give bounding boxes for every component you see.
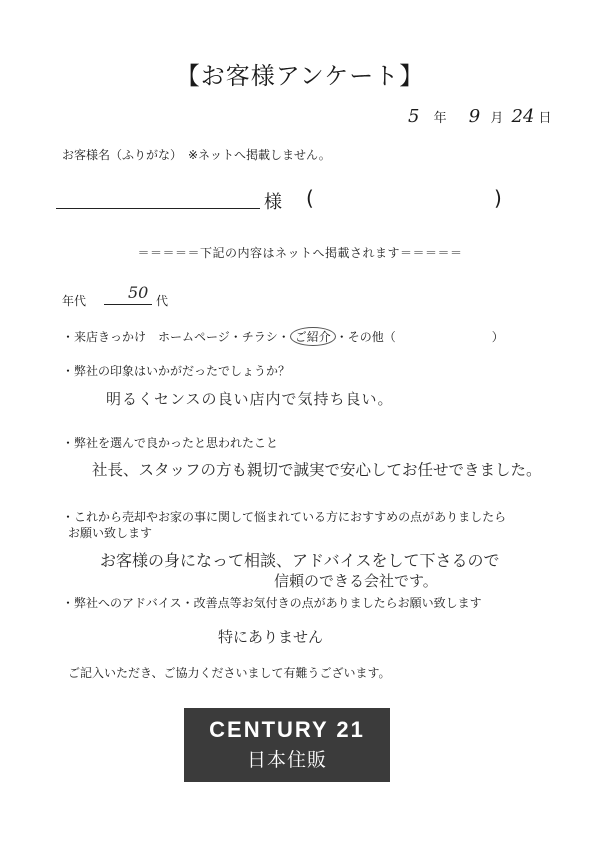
q4-question: ・弊社へのアドバイス・改善点等お気付きの点がありましたらお願い致します [62,596,482,610]
brand-line2: 日本住販 [246,749,327,771]
century21-logo [184,708,390,782]
visit-trigger-prefix: ・来店きっかけ ホームページ・チラシ・ [62,330,290,344]
closing-message: ご記入いただき、ご協力くださいまして有難うございます。 [68,666,391,680]
survey-title: 【お客様アンケート】 [175,62,425,90]
furigana-paren-open: ( [306,186,314,210]
brand-line1: CENTURY 21 [209,717,365,742]
q3-answer-line2: 信頼のできる会社です。 [274,572,438,590]
furigana-paren-close: ) [494,186,502,210]
customer-name-label: お客様名（ふりがな） ※ネットへ掲載しません。 [62,148,331,162]
q3-question-line2: お願い致します [68,526,153,540]
age-underline [104,304,152,305]
date-year: 5 [408,106,420,127]
age-label: 年代 [62,294,87,308]
visit-trigger-suffix: ・その他（ ） [335,330,504,344]
survey-date [408,106,552,127]
q2-question: ・弊社を選んで良かったと思われたこと [62,436,279,450]
customer-name-line [56,208,260,209]
age-value: 50 [128,283,149,302]
date-year-unit: 年 [433,111,447,126]
date-day: 24 [511,106,535,127]
age-unit: 代 [156,294,169,308]
q3-answer-line1: お客様の身になって相談、アドバイスをして下さるので [100,551,500,570]
honorific-sama: 様 [264,192,282,213]
q3-question-line1: ・これから売却やお家の事に関して悩まれている方におすすめの点がありましたら [62,510,507,524]
date-month: 9 [468,106,481,127]
q2-answer: 社長、スタッフの方も親切で誠実で安心してお任せできました。 [92,461,542,479]
q1-question: ・弊社の印象はいかがだったでしょうか？ [62,364,291,378]
q4-answer: 特にありません [218,628,324,646]
q1-answer: 明るくセンスの良い店内で気持ち良い。 [106,390,394,408]
visit-trigger-selected: ご紹介 [290,327,336,346]
date-day-unit: 日 [538,111,552,126]
publication-divider: ＝＝＝＝＝下記の内容はネットへ掲載されます＝＝＝＝＝ [137,246,463,260]
visit-trigger-row [62,328,504,345]
date-month-unit: 月 [490,111,504,126]
